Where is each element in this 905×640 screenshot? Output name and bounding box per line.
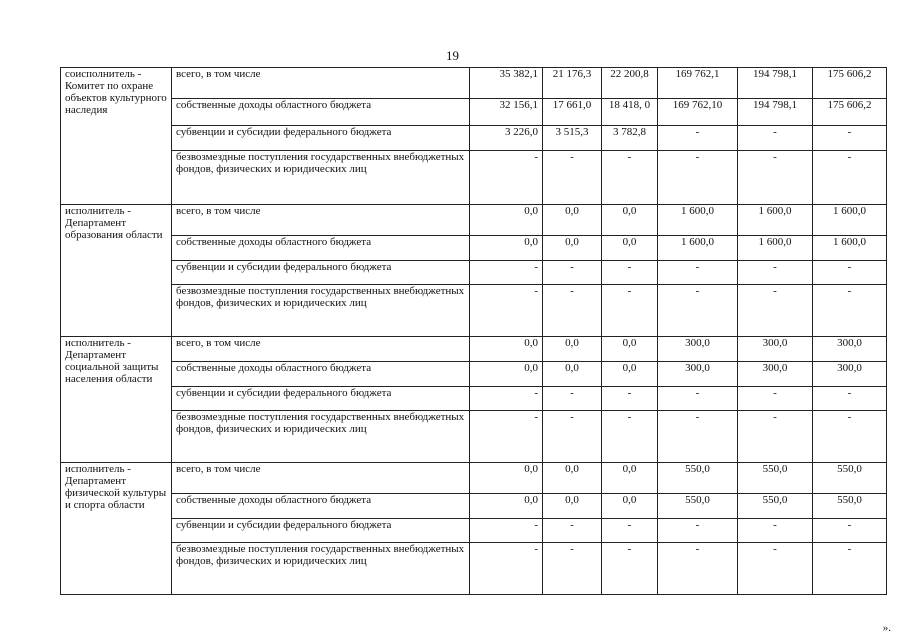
value-cell: 21 176,3 xyxy=(543,68,602,99)
value-cell: - xyxy=(813,543,887,595)
value-cell: 550,0 xyxy=(738,463,813,494)
value-cell: - xyxy=(543,261,602,285)
value-cell: - xyxy=(602,387,658,411)
value-cell: - xyxy=(602,411,658,463)
value-cell: 550,0 xyxy=(738,494,813,519)
value-cell: - xyxy=(738,387,813,411)
value-cell: - xyxy=(738,285,813,337)
table-row xyxy=(61,285,887,337)
value-cell: 0,0 xyxy=(470,337,543,362)
value-cell: 0,0 xyxy=(470,236,543,261)
value-cell: - xyxy=(470,519,543,543)
funding-source-cell: субвенции и субсидии федерального бюджета xyxy=(172,126,470,151)
funding-source-cell: всего, в том числе xyxy=(172,68,470,99)
value-cell: 550,0 xyxy=(658,494,738,519)
value-cell: - xyxy=(658,543,738,595)
funding-source-cell: безвозмездные поступления государственных внебюджетных фондов, физических и юридических лиц xyxy=(172,285,470,337)
value-cell: - xyxy=(470,411,543,463)
table-row xyxy=(61,463,887,494)
table-row xyxy=(61,68,887,99)
value-cell: 550,0 xyxy=(813,494,887,519)
value-cell: 0,0 xyxy=(602,362,658,387)
budget-table xyxy=(60,67,887,595)
value-cell: 300,0 xyxy=(738,337,813,362)
table-row xyxy=(61,543,887,595)
value-cell: - xyxy=(813,519,887,543)
value-cell: - xyxy=(658,387,738,411)
funding-source-cell: всего, в том числе xyxy=(172,337,470,362)
funding-source-cell: всего, в том числе xyxy=(172,205,470,236)
funding-source-cell: собственные доходы областного бюджета xyxy=(172,494,470,519)
closing-mark: ». xyxy=(882,622,891,634)
value-cell: 0,0 xyxy=(543,337,602,362)
value-cell: 3 226,0 xyxy=(470,126,543,151)
table-row xyxy=(61,151,887,205)
table-row xyxy=(61,411,887,463)
funding-source-cell: субвенции и субсидии федерального бюджета xyxy=(172,519,470,543)
value-cell: - xyxy=(738,519,813,543)
value-cell: - xyxy=(543,411,602,463)
value-cell: 17 661,0 xyxy=(543,99,602,126)
value-cell: - xyxy=(470,543,543,595)
value-cell: 18 418, 0 xyxy=(602,99,658,126)
value-cell: 0,0 xyxy=(470,463,543,494)
value-cell: 35 382,1 xyxy=(470,68,543,99)
funding-source-cell: безвозмездные поступления государственных внебюджетных фондов, физических и юридических лиц xyxy=(172,411,470,463)
executor-cell: исполнитель - Департамент физической культуры и спорта области xyxy=(61,463,172,595)
value-cell: 0,0 xyxy=(602,337,658,362)
value-cell: - xyxy=(738,151,813,205)
value-cell: - xyxy=(543,285,602,337)
value-cell: - xyxy=(543,387,602,411)
value-cell: 300,0 xyxy=(813,337,887,362)
executor-cell: соисполнитель - Комитет по охране объектов культурного наследия xyxy=(61,68,172,205)
value-cell: - xyxy=(602,519,658,543)
value-cell: - xyxy=(658,411,738,463)
value-cell: 169 762,10 xyxy=(658,99,738,126)
value-cell: - xyxy=(658,151,738,205)
value-cell: 0,0 xyxy=(543,463,602,494)
funding-source-cell: безвозмездные поступления государственных внебюджетных фондов, физических и юридических лиц xyxy=(172,543,470,595)
table-row xyxy=(61,126,887,151)
value-cell: 3 515,3 xyxy=(543,126,602,151)
value-cell: 0,0 xyxy=(543,362,602,387)
value-cell: 1 600,0 xyxy=(658,236,738,261)
value-cell: - xyxy=(738,126,813,151)
value-cell: - xyxy=(813,285,887,337)
value-cell: - xyxy=(658,519,738,543)
value-cell: 3 782,8 xyxy=(602,126,658,151)
value-cell: - xyxy=(470,151,543,205)
executor-cell: исполнитель - Департамент социальной защиты населения области xyxy=(61,337,172,463)
value-cell: - xyxy=(602,543,658,595)
value-cell: 0,0 xyxy=(543,205,602,236)
value-cell: 0,0 xyxy=(543,236,602,261)
value-cell: - xyxy=(602,285,658,337)
value-cell: 194 798,1 xyxy=(738,68,813,99)
value-cell: - xyxy=(470,261,543,285)
value-cell: 22 200,8 xyxy=(602,68,658,99)
value-cell: - xyxy=(813,261,887,285)
value-cell: 175 606,2 xyxy=(813,68,887,99)
value-cell: 1 600,0 xyxy=(813,236,887,261)
value-cell: 1 600,0 xyxy=(813,205,887,236)
funding-source-cell: собственные доходы областного бюджета xyxy=(172,99,470,126)
executor-cell: исполнитель - Департамент образования области xyxy=(61,205,172,337)
value-cell: 169 762,1 xyxy=(658,68,738,99)
value-cell: 1 600,0 xyxy=(738,205,813,236)
table-row xyxy=(61,261,887,285)
value-cell: - xyxy=(470,387,543,411)
value-cell: - xyxy=(602,261,658,285)
value-cell: 0,0 xyxy=(470,362,543,387)
value-cell: 300,0 xyxy=(813,362,887,387)
table-row xyxy=(61,387,887,411)
table-row xyxy=(61,519,887,543)
funding-source-cell: субвенции и субсидии федерального бюджета xyxy=(172,387,470,411)
value-cell: 300,0 xyxy=(658,337,738,362)
value-cell: 32 156,1 xyxy=(470,99,543,126)
value-cell: - xyxy=(813,151,887,205)
table-row xyxy=(61,362,887,387)
value-cell: - xyxy=(738,411,813,463)
table-row xyxy=(61,99,887,126)
value-cell: - xyxy=(813,411,887,463)
value-cell: 550,0 xyxy=(658,463,738,494)
value-cell: 175 606,2 xyxy=(813,99,887,126)
funding-source-cell: всего, в том числе xyxy=(172,463,470,494)
value-cell: - xyxy=(543,519,602,543)
table-row xyxy=(61,205,887,236)
value-cell: - xyxy=(543,151,602,205)
value-cell: - xyxy=(658,261,738,285)
table-row xyxy=(61,494,887,519)
value-cell: 0,0 xyxy=(470,205,543,236)
value-cell: 0,0 xyxy=(543,494,602,519)
value-cell: 550,0 xyxy=(813,463,887,494)
table-row xyxy=(61,236,887,261)
table-row xyxy=(61,337,887,362)
value-cell: 0,0 xyxy=(602,205,658,236)
value-cell: 0,0 xyxy=(470,494,543,519)
value-cell: - xyxy=(813,387,887,411)
value-cell: - xyxy=(658,126,738,151)
value-cell: - xyxy=(543,543,602,595)
value-cell: 1 600,0 xyxy=(738,236,813,261)
value-cell: 1 600,0 xyxy=(658,205,738,236)
value-cell: - xyxy=(738,261,813,285)
value-cell: - xyxy=(470,285,543,337)
value-cell: 300,0 xyxy=(658,362,738,387)
funding-source-cell: безвозмездные поступления государственных внебюджетных фондов, физических и юридических лиц xyxy=(172,151,470,205)
value-cell: - xyxy=(738,543,813,595)
funding-source-cell: собственные доходы областного бюджета xyxy=(172,236,470,261)
value-cell: - xyxy=(602,151,658,205)
page-number: 19 xyxy=(446,48,459,63)
value-cell: - xyxy=(658,285,738,337)
value-cell: 0,0 xyxy=(602,494,658,519)
value-cell: 194 798,1 xyxy=(738,99,813,126)
value-cell: - xyxy=(813,126,887,151)
value-cell: 0,0 xyxy=(602,463,658,494)
value-cell: 0,0 xyxy=(602,236,658,261)
funding-source-cell: собственные доходы областного бюджета xyxy=(172,362,470,387)
funding-source-cell: субвенции и субсидии федерального бюджета xyxy=(172,261,470,285)
value-cell: 300,0 xyxy=(738,362,813,387)
